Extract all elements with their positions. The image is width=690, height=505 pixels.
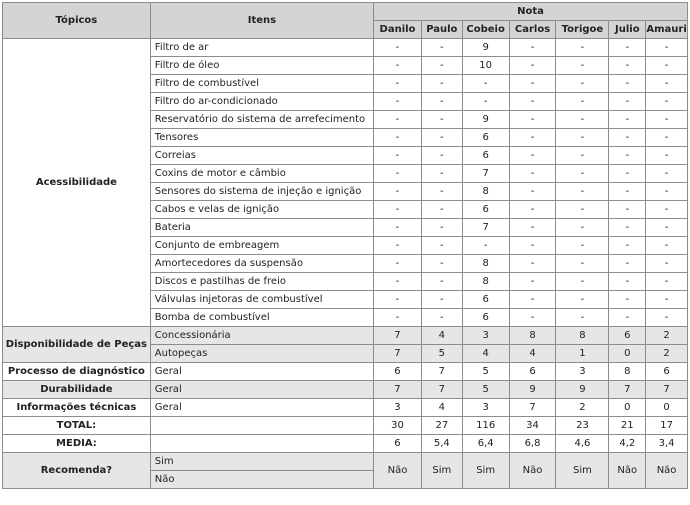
score-cell: - xyxy=(609,129,646,147)
score-cell: 6 xyxy=(462,309,509,327)
score-cell: 9 xyxy=(462,39,509,57)
score-cell: 7 xyxy=(421,363,462,381)
score-cell: - xyxy=(646,57,688,75)
score-cell: - xyxy=(421,201,462,219)
score-cell: - xyxy=(646,147,688,165)
score-cell: - xyxy=(609,309,646,327)
score-cell: 3 xyxy=(462,399,509,417)
score-cell: - xyxy=(509,273,556,291)
score-cell: - xyxy=(646,129,688,147)
item-label: Reservatório do sistema de arrefecimento xyxy=(150,111,373,129)
score-cell: - xyxy=(509,57,556,75)
total-cell: 23 xyxy=(556,417,609,435)
item-label: Correias xyxy=(150,147,373,165)
score-cell: - xyxy=(421,147,462,165)
score-cell: 4 xyxy=(421,399,462,417)
disponibilidade-section xyxy=(3,327,688,363)
score-cell: 6 xyxy=(462,291,509,309)
recommend-cell: Não xyxy=(374,453,422,489)
score-cell: - xyxy=(374,111,422,129)
item-label: Filtro de ar xyxy=(150,39,373,57)
score-cell: 1 xyxy=(556,345,609,363)
score-cell: 0 xyxy=(609,399,646,417)
header-topicos: Tópicos xyxy=(3,3,151,39)
media-cell: 4,6 xyxy=(556,435,609,453)
media-cell: 5,4 xyxy=(421,435,462,453)
score-cell: - xyxy=(374,39,422,57)
score-cell: 9 xyxy=(462,111,509,129)
evaluation-table xyxy=(2,2,688,489)
score-cell: - xyxy=(646,255,688,273)
score-cell: - xyxy=(374,129,422,147)
score-cell: - xyxy=(609,111,646,129)
header-name: Paulo xyxy=(421,21,462,39)
total-cell: 116 xyxy=(462,417,509,435)
score-cell: - xyxy=(556,129,609,147)
score-cell: - xyxy=(609,57,646,75)
score-cell: - xyxy=(374,165,422,183)
score-cell: - xyxy=(556,57,609,75)
score-cell: 6 xyxy=(609,327,646,345)
score-cell: - xyxy=(609,273,646,291)
score-cell: 6 xyxy=(509,363,556,381)
header-name: Cobeio xyxy=(462,21,509,39)
score-cell: - xyxy=(509,201,556,219)
score-cell: 7 xyxy=(421,381,462,399)
topic-informacoes: Informações técnicas xyxy=(3,399,151,417)
score-cell: - xyxy=(374,291,422,309)
score-cell: - xyxy=(374,219,422,237)
score-cell: - xyxy=(374,147,422,165)
score-cell: - xyxy=(374,237,422,255)
item-label: Concessionária xyxy=(150,327,373,345)
header-nota: Nota xyxy=(374,3,688,21)
score-cell: 7 xyxy=(374,345,422,363)
score-cell: 9 xyxy=(509,381,556,399)
item-label: Conjunto de embreagem xyxy=(150,237,373,255)
score-cell: 8 xyxy=(462,255,509,273)
media-cell: 6,8 xyxy=(509,435,556,453)
recommend-cell: Sim xyxy=(556,453,609,489)
score-cell: 6 xyxy=(462,147,509,165)
recomenda-row xyxy=(3,453,688,471)
score-cell: 8 xyxy=(462,183,509,201)
score-cell: - xyxy=(421,111,462,129)
empty-cell xyxy=(150,435,373,453)
score-cell: 8 xyxy=(462,273,509,291)
score-cell: 3 xyxy=(374,399,422,417)
item-label: Geral xyxy=(150,363,373,381)
item-label: Sensores do sistema de injeção e ignição xyxy=(150,183,373,201)
media-row xyxy=(3,435,688,453)
score-cell: - xyxy=(609,147,646,165)
score-cell: 6 xyxy=(462,201,509,219)
recommend-cell: Não xyxy=(609,453,646,489)
score-cell: 7 xyxy=(462,165,509,183)
score-cell: - xyxy=(556,183,609,201)
score-cell: - xyxy=(374,201,422,219)
item-label: Discos e pastilhas de freio xyxy=(150,273,373,291)
total-cell: 27 xyxy=(421,417,462,435)
media-cell: 6,4 xyxy=(462,435,509,453)
score-cell: - xyxy=(646,111,688,129)
score-cell: - xyxy=(646,75,688,93)
item-label: Geral xyxy=(150,399,373,417)
score-cell: 3 xyxy=(556,363,609,381)
score-cell: - xyxy=(556,237,609,255)
score-cell: - xyxy=(374,309,422,327)
score-cell: - xyxy=(509,111,556,129)
processo-row xyxy=(3,363,688,381)
score-cell: - xyxy=(609,237,646,255)
score-cell: - xyxy=(421,39,462,57)
score-cell: - xyxy=(374,183,422,201)
score-cell: - xyxy=(646,237,688,255)
score-cell: 3 xyxy=(462,327,509,345)
score-cell: 7 xyxy=(462,219,509,237)
score-cell: 7 xyxy=(609,381,646,399)
item-label: Filtro de combustível xyxy=(150,75,373,93)
score-cell: 6 xyxy=(374,363,422,381)
score-cell: - xyxy=(509,219,556,237)
score-cell: - xyxy=(609,93,646,111)
durabilidade-row xyxy=(3,381,688,399)
score-cell: - xyxy=(609,255,646,273)
media-cell: 4,2 xyxy=(609,435,646,453)
score-cell: - xyxy=(374,57,422,75)
score-cell: - xyxy=(462,93,509,111)
recommend-cell: Sim xyxy=(462,453,509,489)
score-cell: 4 xyxy=(462,345,509,363)
option-sim: Sim xyxy=(150,453,373,471)
total-cell: 21 xyxy=(609,417,646,435)
score-cell: - xyxy=(462,75,509,93)
score-cell: 8 xyxy=(509,327,556,345)
score-cell: 8 xyxy=(609,363,646,381)
score-cell: - xyxy=(421,183,462,201)
score-cell: 4 xyxy=(509,345,556,363)
header-name: Amauri xyxy=(646,21,688,39)
score-cell: 10 xyxy=(462,57,509,75)
score-cell: - xyxy=(556,111,609,129)
recommend-cell: Sim xyxy=(421,453,462,489)
score-cell: 0 xyxy=(646,399,688,417)
total-row xyxy=(3,417,688,435)
score-cell: - xyxy=(374,273,422,291)
score-cell: - xyxy=(421,237,462,255)
score-cell: - xyxy=(509,291,556,309)
topic-disponibilidade: Disponibilidade de Peças xyxy=(3,327,151,363)
score-cell: - xyxy=(609,291,646,309)
topic-acessibilidade: Acessibilidade xyxy=(3,39,151,327)
item-label: Tensores xyxy=(150,129,373,147)
score-cell: - xyxy=(421,75,462,93)
score-cell: - xyxy=(556,291,609,309)
score-cell: - xyxy=(556,309,609,327)
score-cell: 5 xyxy=(462,381,509,399)
score-cell: - xyxy=(556,75,609,93)
item-label: Filtro do ar-condicionado xyxy=(150,93,373,111)
score-cell: - xyxy=(556,147,609,165)
score-cell: 7 xyxy=(374,381,422,399)
topic-processo: Processo de diagnóstico xyxy=(3,363,151,381)
score-cell: - xyxy=(609,75,646,93)
score-cell: - xyxy=(556,165,609,183)
item-label: Amortecedores da suspensão xyxy=(150,255,373,273)
score-cell: - xyxy=(509,129,556,147)
score-cell: - xyxy=(509,93,556,111)
score-cell: - xyxy=(421,129,462,147)
total-cell: 30 xyxy=(374,417,422,435)
score-cell: - xyxy=(509,309,556,327)
header-name: Danilo xyxy=(374,21,422,39)
informacoes-row xyxy=(3,399,688,417)
score-cell: 5 xyxy=(462,363,509,381)
score-cell: - xyxy=(421,165,462,183)
score-cell: 7 xyxy=(509,399,556,417)
score-cell: - xyxy=(556,93,609,111)
score-cell: 6 xyxy=(462,129,509,147)
media-label: MEDIA: xyxy=(3,435,151,453)
score-cell: 7 xyxy=(374,327,422,345)
total-cell: 34 xyxy=(509,417,556,435)
empty-cell xyxy=(150,417,373,435)
score-cell: - xyxy=(556,219,609,237)
score-cell: - xyxy=(421,93,462,111)
media-cell: 6 xyxy=(374,435,422,453)
score-cell: 4 xyxy=(421,327,462,345)
table-row xyxy=(3,327,688,345)
score-cell: 2 xyxy=(646,345,688,363)
score-cell: - xyxy=(509,255,556,273)
header-name: Carlos xyxy=(509,21,556,39)
score-cell: - xyxy=(646,165,688,183)
score-cell: - xyxy=(374,93,422,111)
score-cell: - xyxy=(609,201,646,219)
total-cell: 17 xyxy=(646,417,688,435)
topic-recomenda: Recomenda? xyxy=(3,453,151,489)
score-cell: 6 xyxy=(646,363,688,381)
score-cell: - xyxy=(556,273,609,291)
score-cell: 7 xyxy=(646,381,688,399)
score-cell: - xyxy=(421,309,462,327)
score-cell: - xyxy=(374,255,422,273)
score-cell: - xyxy=(421,57,462,75)
score-cell: - xyxy=(509,75,556,93)
score-cell: - xyxy=(421,273,462,291)
item-label: Válvulas injetoras de combustível xyxy=(150,291,373,309)
score-cell: - xyxy=(509,147,556,165)
score-cell: - xyxy=(646,201,688,219)
option-nao: Não xyxy=(150,471,373,489)
item-label: Geral xyxy=(150,381,373,399)
score-cell: - xyxy=(556,201,609,219)
item-label: Autopeças xyxy=(150,345,373,363)
item-label: Bomba de combustível xyxy=(150,309,373,327)
score-cell: - xyxy=(609,165,646,183)
topic-durabilidade: Durabilidade xyxy=(3,381,151,399)
item-label: Bateria xyxy=(150,219,373,237)
score-cell: - xyxy=(374,75,422,93)
item-label: Coxins de motor e câmbio xyxy=(150,165,373,183)
total-label: TOTAL: xyxy=(3,417,151,435)
score-cell: - xyxy=(509,39,556,57)
score-cell: 9 xyxy=(556,381,609,399)
item-label: Cabos e velas de ignição xyxy=(150,201,373,219)
recommend-cell: Não xyxy=(646,453,688,489)
score-cell: - xyxy=(646,273,688,291)
table-row xyxy=(3,39,688,57)
recommend-cell: Não xyxy=(509,453,556,489)
score-cell: - xyxy=(421,255,462,273)
header-name: Julio xyxy=(609,21,646,39)
score-cell: - xyxy=(556,255,609,273)
score-cell: - xyxy=(646,39,688,57)
score-cell: 2 xyxy=(646,327,688,345)
item-label: Filtro de óleo xyxy=(150,57,373,75)
score-cell: - xyxy=(609,39,646,57)
score-cell: - xyxy=(646,291,688,309)
score-cell: - xyxy=(646,93,688,111)
score-cell: 0 xyxy=(609,345,646,363)
score-cell: 2 xyxy=(556,399,609,417)
score-cell: - xyxy=(609,183,646,201)
score-cell: - xyxy=(462,237,509,255)
header-itens: Itens xyxy=(150,3,373,39)
score-cell: 8 xyxy=(556,327,609,345)
score-cell: - xyxy=(421,291,462,309)
score-cell: - xyxy=(646,219,688,237)
header-name: Torigoe xyxy=(556,21,609,39)
acessibilidade-section xyxy=(3,39,688,327)
score-cell: - xyxy=(609,219,646,237)
score-cell: - xyxy=(556,39,609,57)
score-cell: - xyxy=(646,309,688,327)
score-cell: - xyxy=(509,237,556,255)
score-cell: - xyxy=(646,183,688,201)
score-cell: - xyxy=(509,165,556,183)
score-cell: 5 xyxy=(421,345,462,363)
score-cell: - xyxy=(421,219,462,237)
score-cell: - xyxy=(509,183,556,201)
media-cell: 3,4 xyxy=(646,435,688,453)
